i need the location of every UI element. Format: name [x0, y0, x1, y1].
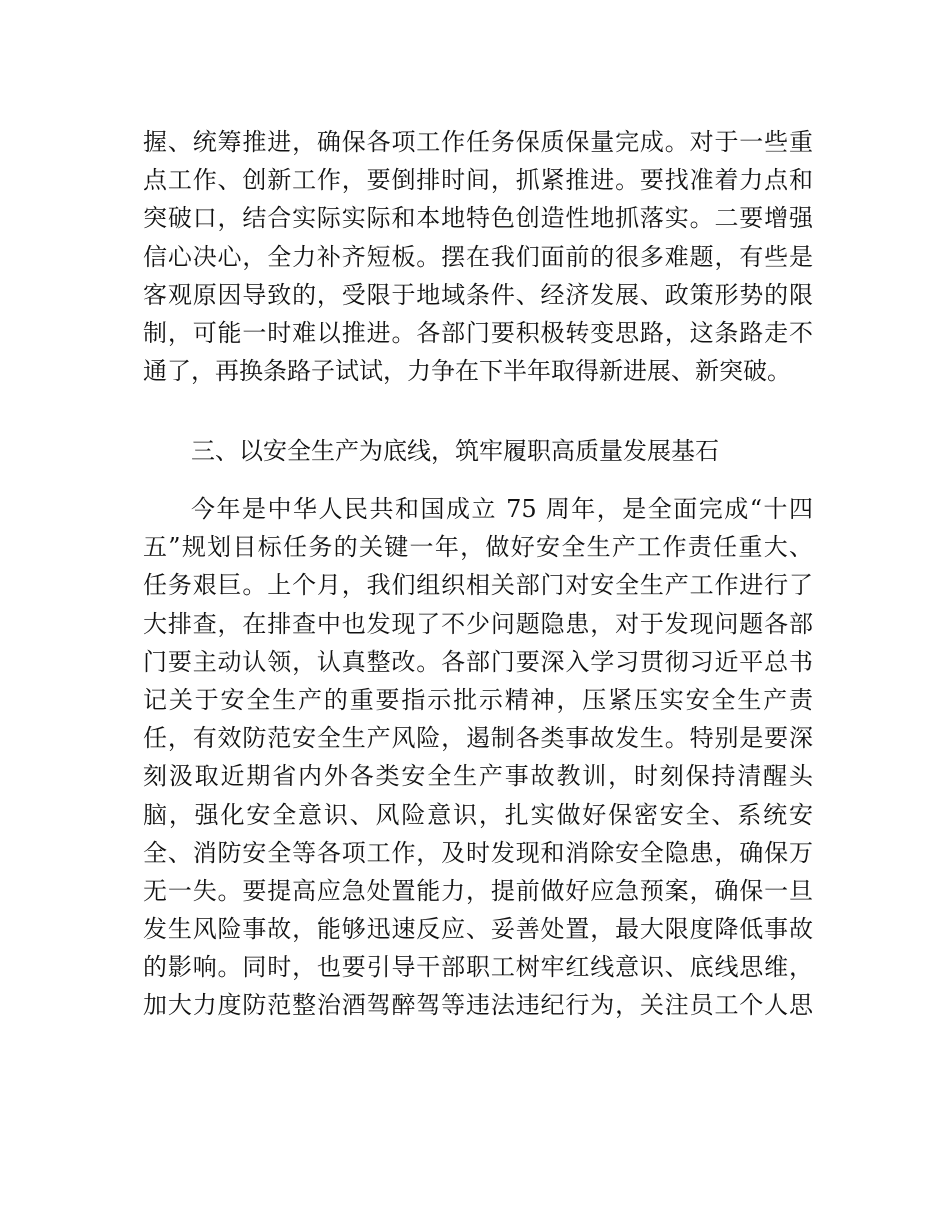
text-line: 通了，再换条路子试试，力争在下半年取得新进展、新突破。: [143, 357, 791, 386]
text-line: 全、消防安全等各项工作，及时发现和消除安全隐患，确保万: [143, 838, 813, 867]
text-line: 五”规划目标任务的关键一年，做好安全生产工作责任重大、: [143, 533, 813, 562]
section-heading-text: 三、以安全生产为底线，筑牢履职高质量发展基石: [191, 437, 719, 465]
paragraph-body: [143, 490, 813, 1025]
text-line: 信心决心，全力补齐短板。摆在我们面前的很多难题，有些是: [143, 242, 813, 271]
text-line: 门要主动认领，认真整改。各部门要深入学习贯彻习近平总书: [143, 647, 813, 676]
text-line: 大排查，在排查中也发现了不少问题隐患，对于发现问题各部: [143, 609, 813, 638]
text-line: 加大力度防范整治酒驾醉驾等违法违纪行为，关注员工个人思: [143, 991, 813, 1020]
text-line: 脑，强化安全意识、风险意识，扎实做好保密安全、系统安: [143, 800, 813, 829]
text-line: 制，可能一时难以推进。各部门要积极转变思路，这条路走不: [143, 318, 813, 347]
text-line: 刻汲取近期省内外各类安全生产事故教训，时刻保持清醒头: [143, 762, 813, 791]
text-line: 任务艰巨。上个月，我们组织相关部门对安全生产工作进行了: [143, 571, 813, 600]
text-line: 记关于安全生产的重要指示批示精神，压紧压实安全生产责: [143, 685, 813, 714]
text-line: 的影响。同时，也要引导干部职工树牢红线意识、底线思维，: [143, 953, 813, 982]
text-line: 客观原因导致的，受限于地域条件、经济发展、政策形势的限: [143, 280, 813, 309]
text-line: 任，有效防范安全生产风险，遏制各类事故发生。特别是要深: [143, 724, 813, 753]
section-heading: [143, 432, 813, 470]
text-line: 无一失。要提高应急处置能力，提前做好应急预案，确保一旦: [143, 876, 813, 905]
text-line: 点工作、创新工作，要倒排时间，抓紧推进。要找准着力点和: [143, 166, 813, 195]
paragraph-continued: [143, 123, 813, 390]
text-line: 发生风险事故，能够迅速反应、妥善处置，最大限度降低事故: [143, 915, 813, 944]
text-line: 今年是中华人民共和国成立 75 周年，是全面完成“十四: [191, 495, 813, 523]
text-line: 握、统筹推进，确保各项工作任务保质保量完成。对于一些重: [143, 128, 813, 156]
text-line: 突破口，结合实际实际和本地特色创造性地抓落实。二要增强: [143, 204, 813, 233]
